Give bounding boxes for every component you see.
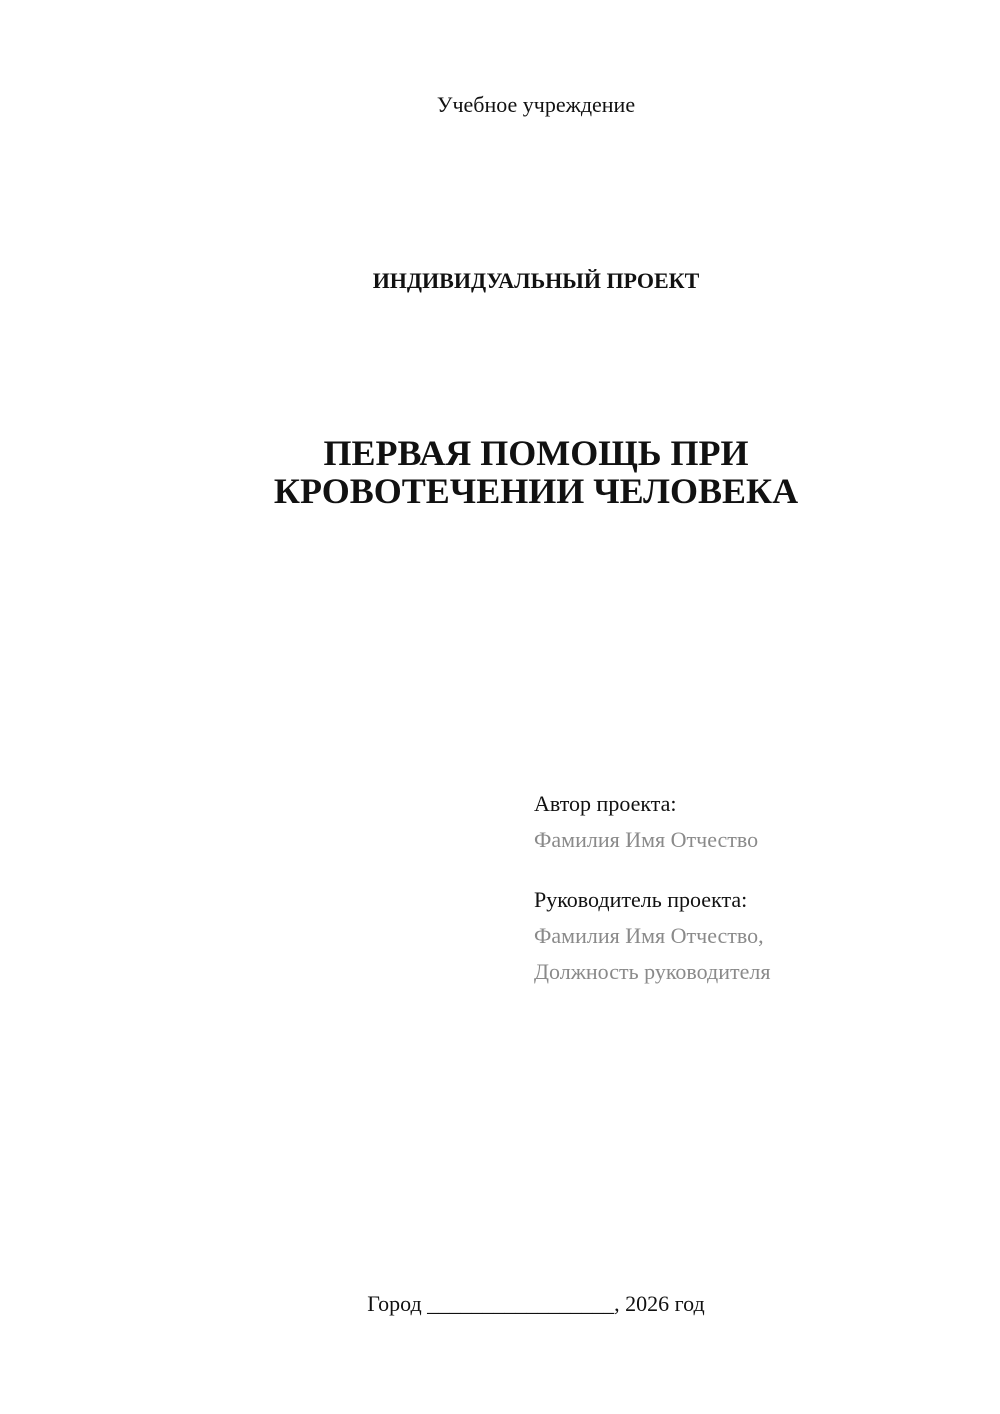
project-title [0,434,1000,510]
institution-name: Учебное учреждение [436,92,636,117]
city-year-line [0,1288,1000,1320]
city-blank: _________________ [427,1291,615,1316]
credits-spacer [534,858,974,882]
project-credits [534,786,974,990]
project-title-line-1: ПЕРВАЯ ПОМОЩЬ ПРИ [323,433,749,473]
project-title-line-2: КРОВОТЕЧЕНИИ ЧЕЛОВЕКА [273,471,799,511]
author-name: Фамилия Имя Отчество [534,827,759,852]
year-text: , 2026 год [614,1291,705,1316]
supervisor-label: Руководитель проекта: [534,887,748,912]
project-type-heading: ИНДИВИДУАЛЬНЫЙ ПРОЕКТ [372,268,700,293]
author-label: Автор проекта: [534,791,677,816]
supervisor-position: Должность руководителя [534,959,771,984]
supervisor-name: Фамилия Имя Отчество, [534,923,764,948]
city-label: Город [367,1291,422,1316]
